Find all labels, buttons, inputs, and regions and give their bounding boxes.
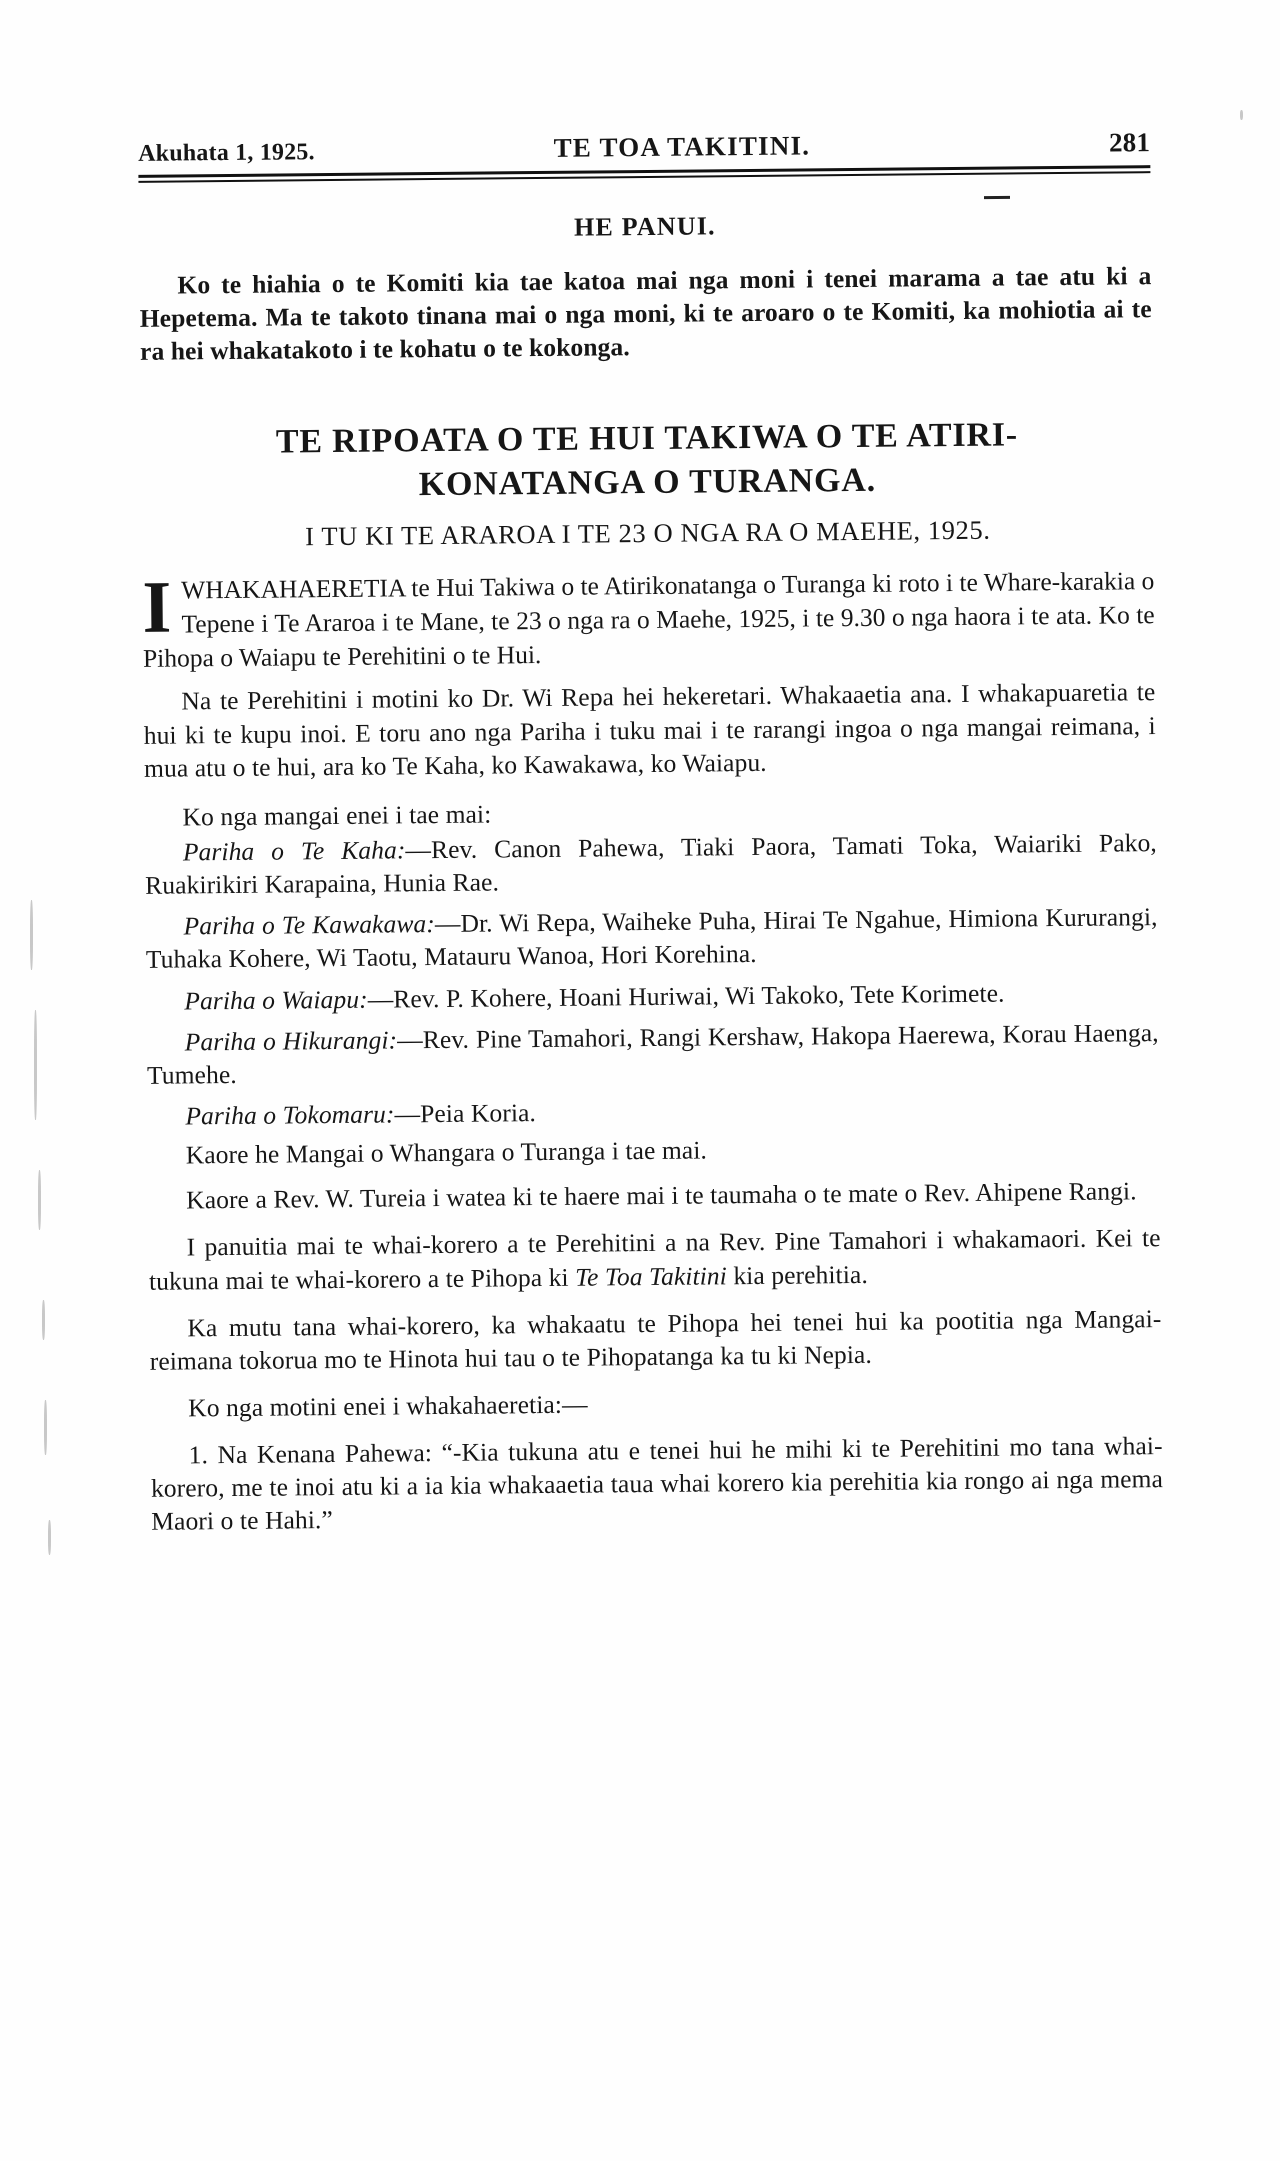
page-content — [138, 127, 1163, 1538]
scan-speckle — [1240, 110, 1243, 120]
parish-delegates: —Rev. Pine Tamahori, Rangi Kershaw, Hakopa Haerewa, Korau Haenga, Tumehe. — [146, 1017, 1159, 1090]
paragraph-presidents-address — [149, 1221, 1162, 1297]
report-title — [141, 413, 1154, 510]
parish-delegates: —Peia Koria. — [394, 1098, 537, 1129]
scan-speckle — [30, 900, 33, 970]
running-head-title: TE TOA TAKITINI. — [553, 130, 811, 163]
paragraph-delegates-intro: Ko nga mangai enei i tae mai: — [182, 799, 492, 832]
opening-paragraph-text: WHAKAHAERETIA te Hui Takiwa o te Atirikonatanga o Turanga ki roto i te Whare-karakia o Tepene i Te Araroa i te Mane, te 23 o nga ra o Maehe, 1925, i te 9.30 o nga haora i te ata. Ko te Pihopa o Waiapu te Perehitini o te Hui. — [142, 566, 1155, 673]
paragraph-no-delegates: Kaore he Mangai o Whangara o Turanga i tae mai. — [185, 1135, 708, 1170]
panui-heading: HE PANUI. — [573, 211, 716, 242]
parish-delegates: —Dr. Wi Repa, Waiheke Puha, Hirai Te Ngahue, Himiona Kururangi, Tuhaka Kohere, Wi Taotu, Matauru Wanoa, Hori Korehina. — [145, 902, 1158, 975]
parish-entry — [145, 826, 1158, 902]
scan-speckle — [38, 1170, 41, 1230]
parish-delegates: —Rev. P. Kohere, Hoani Huriwai, Wi Takoko, Tete Korimete. — [367, 978, 1005, 1014]
running-head-date: Akuhata 1, 1925. — [138, 139, 315, 167]
report-title-line1: TE RIPOATA O TE HUI TAKIWA O TE ATIRI- — [275, 416, 1019, 461]
paragraph-text-post: kia perehitia. — [726, 1259, 869, 1290]
parish-label: Pariha o Te Kawakawa: — [183, 909, 436, 941]
parish-label: Pariha o Te Kaha: — [182, 835, 406, 867]
panui-body: Ko te hiahia o te Komiti kia tae katoa mai nga moni i tenei marama a tae atu ki a Hepetema. Ma te takoto tinana mai o nga moni, ki te aroaro o te Komiti, ka mohiotia ai te ra hei whakatakoto i te kohatu o te kokonga. — [139, 261, 1152, 367]
parish-entry — [145, 900, 1158, 976]
paragraph-election-notice: Ka mutu tana whai-korero, ka whakaatu te Pihopa hei tenei hui ka pootitia nga Mangai-reimana tokorua mo te Hinota hui tau o te Pihopatanga ka tu ki Nepia. — [149, 1303, 1162, 1376]
paragraph-absent-reverend: Kaore a Rev. W. Tureia i watea ki te haere mai i te taumaha o te mate o Rev. Ahipene Rangi. — [186, 1176, 1137, 1215]
motion-item-1: 1. Na Kenana Pahewa: “-Kia tukuna atu e tenei hui he mihi ki te Perehitini mo tana whai-korero, me te inoi atu ki a ia kia whakaaetia taua whai korero kia perehitia kia rongo ai nga mema Maori o te Hahi.” — [150, 1431, 1164, 1537]
page-number: 281 — [1108, 127, 1151, 158]
parish-entry — [146, 975, 1158, 1018]
parish-entry — [147, 1090, 1159, 1133]
header-rule — [138, 165, 1150, 183]
parish-label: Pariha o Waiapu: — [184, 984, 368, 1015]
stray-dash-mark — [984, 196, 1010, 199]
parish-entry — [147, 1016, 1160, 1092]
paragraph-motions-intro: Ko nga motini enei i whakahaeretia:— — [188, 1389, 588, 1423]
scan-speckle — [34, 1010, 37, 1120]
paragraph-text-pre: I panuitia mai te whai-korero a te Perehitini a na Rev. Pine Tamahori i whakamaori. Kei te tukuna mai te whai-korero a te Pihopa ki — [148, 1223, 1161, 1296]
drop-cap: I — [142, 567, 172, 650]
scan-speckle — [42, 1300, 45, 1340]
scan-speckle — [44, 1400, 47, 1455]
parish-label: Pariha o Tokomaru: — [185, 1099, 395, 1131]
publication-name: Te Toa Takitini — [575, 1260, 728, 1292]
parish-label: Pariha o Hikurangi: — [184, 1025, 398, 1057]
opening-paragraph — [142, 565, 1155, 676]
parish-delegates: —Rev. Canon Pahewa, Tiaki Paora, Tamati Toka, Waiariki Pako, Ruakirikiri Karapaina, Hunia Rae. — [145, 828, 1157, 900]
running-head — [138, 127, 1150, 168]
report-title-line2: KONATANGA O TURANGA. — [418, 461, 877, 504]
report-subtitle: I TU KI TE ARAROA I TE 23 O NGA RA O MAEHE, 1925. — [305, 515, 991, 552]
scan-speckle — [48, 1520, 51, 1555]
paragraph-secretary: Na te Perehitini i motini ko Dr. Wi Repa hei hekeretari. Whakaaetia ana. I whakapuaretia te hui ki te kupu inoi. E toru ano nga Pariha i tuku mai i te rarangi ingoa o nga mangai reimana, i mua atu o te hui, ara ko Te Kaha, ko Kawakawa, ko Waiapu. — [143, 677, 1156, 783]
